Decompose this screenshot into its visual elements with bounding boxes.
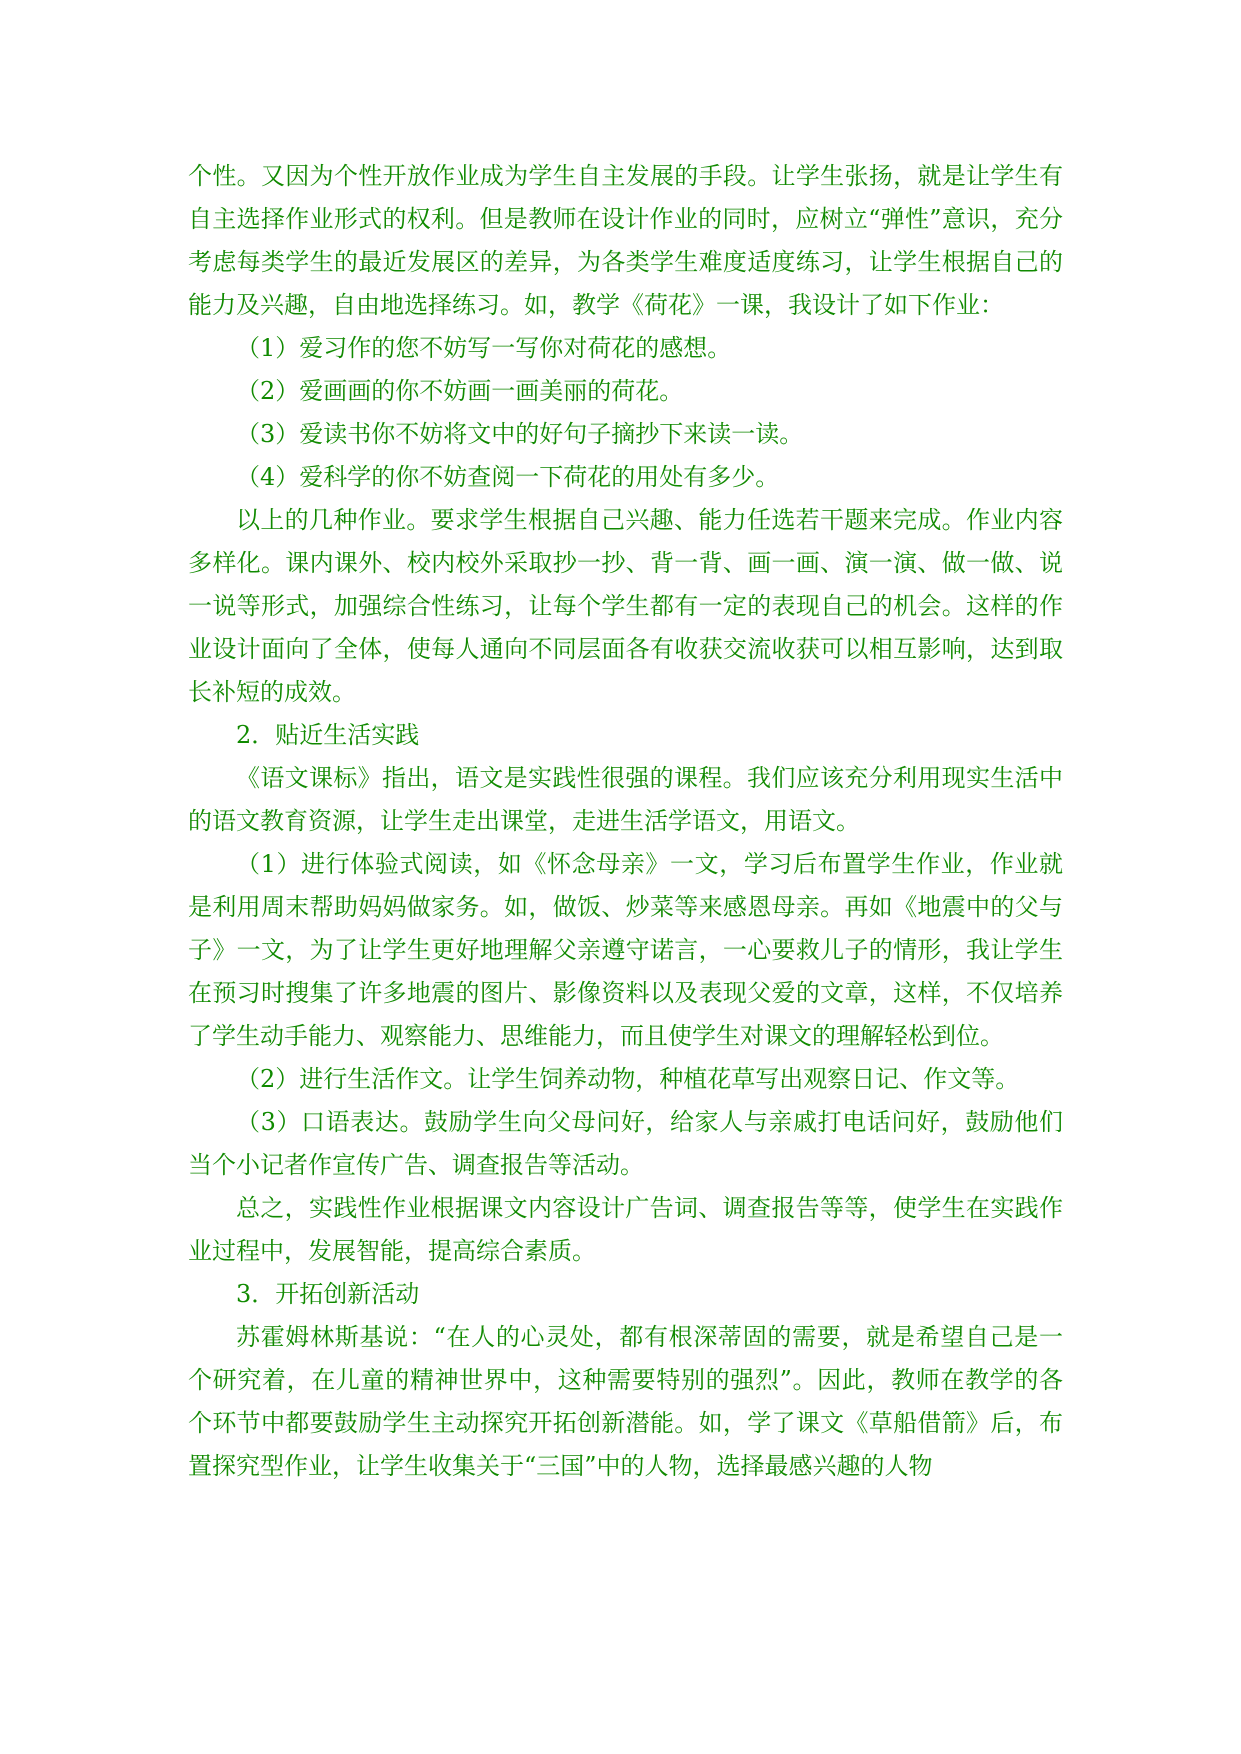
paragraph-intro: 个性。又因为个性开放作业成为学生自主发展的手段。让学生张扬，就是让学生有自主选择作业形式的权利。但是教师在设计作业的同时，应树立“弹性”意识，充分考虑每类学生的最近发展区的差异，为各类学生难度适度练习，让学生根据自己的能力及兴趣，自由地选择练习。如，教学《荷花》一课，我设计了如下作业：	[188, 162, 1063, 319]
document-body	[188, 155, 1063, 1488]
paragraph-experiential-reading: （1）进行体验式阅读，如《怀念母亲》一文，学习后布置学生作业，作业就是利用周末帮助妈妈做家务。如，做饭、炒菜等来感恩母亲。再如《地震中的父与子》一文，为了让学生更好地理解父亲遵守诺言，一心要救儿子的情形，我让学生在预习时搜集了许多地震的图片、影像资料以及表现父爱的文章，这样，不仅培养了学生动手能力、观察能力、思维能力，而且使学生对课文的理解轻松到位。	[188, 850, 1063, 1050]
section-heading-innovation: 3．开拓创新活动	[236, 1280, 420, 1308]
section-heading-life-practice: 2．贴近生活实践	[236, 721, 420, 749]
paragraph-life-writing: （2）进行生活作文。让学生饲养动物，种植花草写出观察日记、作文等。	[236, 1065, 1020, 1093]
paragraph-conclusion: 总之，实践性作业根据课文内容设计广告词、调查报告等等，使学生在实践作业过程中，发展智能，提高综合素质。	[188, 1194, 1063, 1265]
paragraph-summary-homework: 以上的几种作业。要求学生根据自己兴趣、能力任选若干题来完成。作业内容多样化。课内课外、校内校外采取抄一抄、背一背、画一画、演一演、做一做、说一说等形式，加强综合性练习，让每个学生都有一定的表现自己的机会。这样的作业设计面向了全体，使每人通向不同层面各有收获交流收获可以相互影响，达到取长补短的成效。	[188, 506, 1063, 706]
paragraph-sukhomlinsky: 苏霍姆林斯基说：“在人的心灵处，都有根深蒂固的需要，就是希望自己是一个研究着，在儿童的精神世界中，这种需要特别的强烈”。因此，教师在教学的各个环节中都要鼓励学生主动探究开拓创新潜能。如，学了课文《草船借箭》后，布置探究型作业，让学生收集关于“三国”中的人物，选择最感兴趣的人物	[188, 1323, 1063, 1480]
list-item-writing: （1）爱习作的您不妨写一写你对荷花的感想。	[236, 334, 732, 362]
paragraph-oral-expression: （3）口语表达。鼓励学生向父母问好，给家人与亲戚打电话问好，鼓励他们当个小记者作宣传广告、调查报告等活动。	[188, 1108, 1063, 1179]
paragraph-curriculum-standard: 《语文课标》指出，语文是实践性很强的课程。我们应该充分利用现实生活中的语文教育资源，让学生走出课堂，走进生活学语文，用语文。	[188, 764, 1063, 835]
list-item-drawing: （2）爱画画的你不妨画一画美丽的荷花。	[236, 377, 684, 405]
list-item-science: （4）爱科学的你不妨查阅一下荷花的用处有多少。	[236, 463, 780, 491]
list-item-reading: （3）爱读书你不妨将文中的好句子摘抄下来读一读。	[236, 420, 804, 448]
